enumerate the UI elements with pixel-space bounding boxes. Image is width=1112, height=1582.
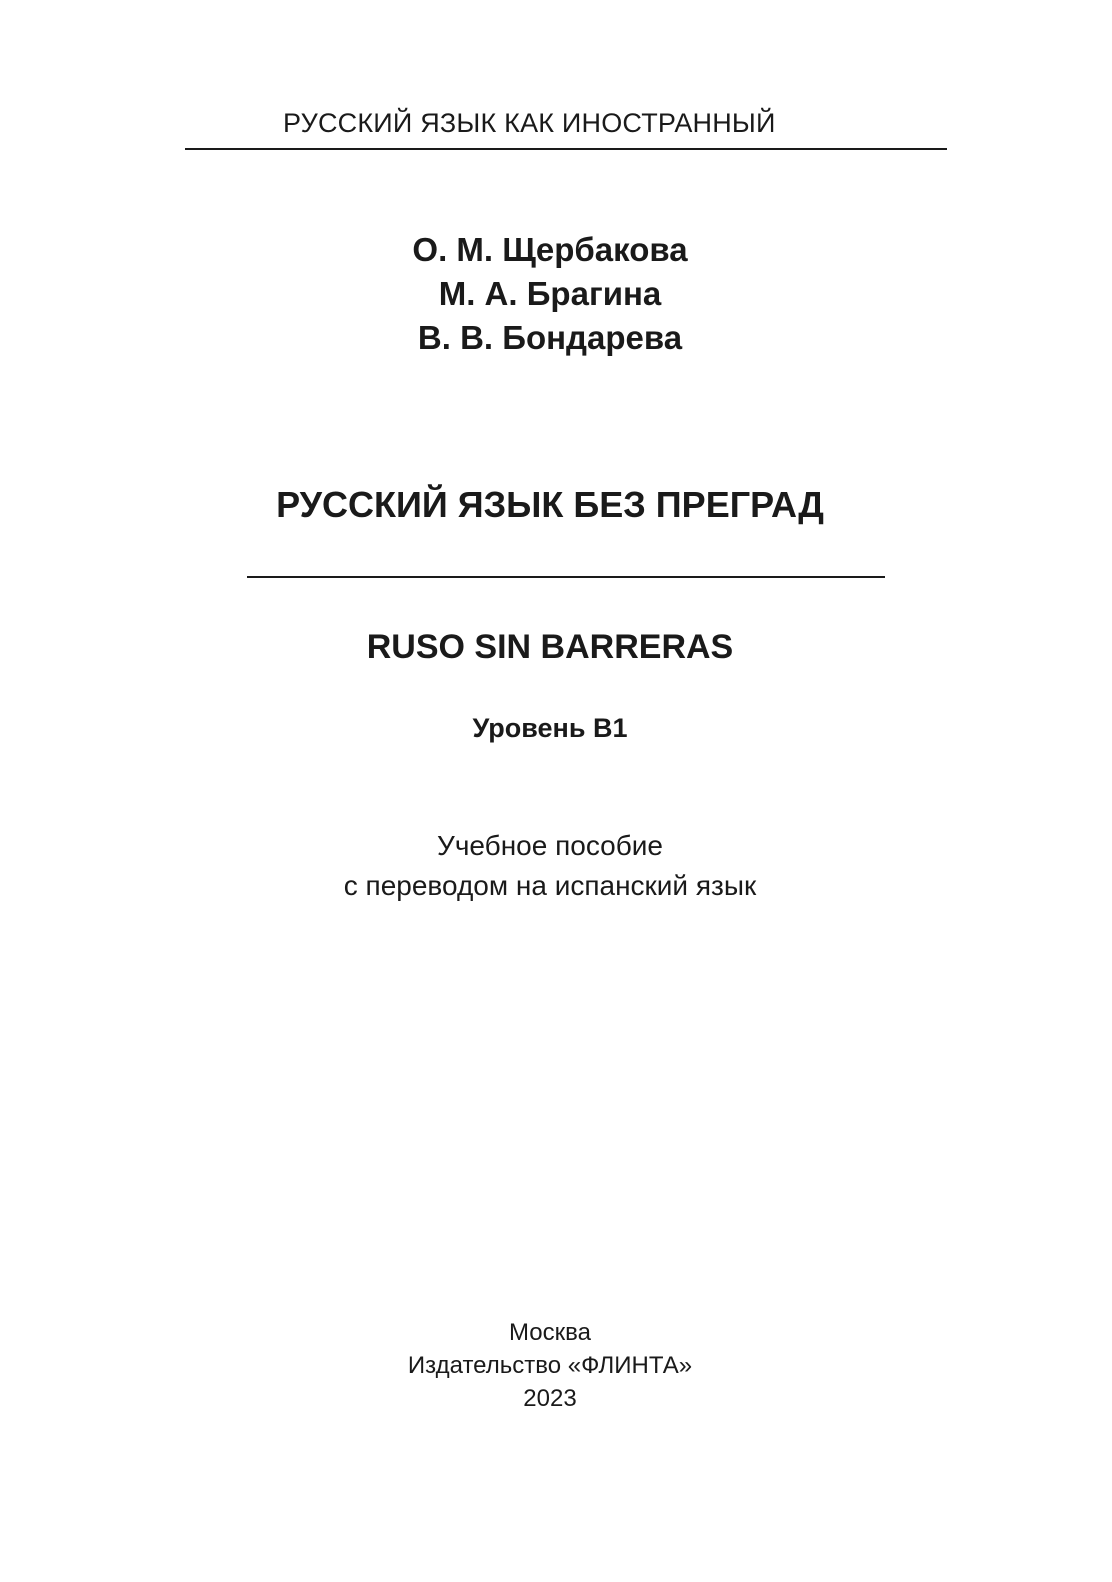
description-line: Учебное пособие xyxy=(437,830,663,861)
imprint-publisher: Издательство «ФЛИНТА» xyxy=(407,1352,693,1379)
book-title-russian: РУССКИЙ ЯЗЫК БЕЗ ПРЕГРАД xyxy=(276,484,824,525)
author-name: В. В. Бондарева xyxy=(417,319,683,356)
publisher-imprint xyxy=(0,1316,1100,1415)
book-title-spanish: RUSO SIN BARRERAS xyxy=(366,628,734,666)
series-title: РУССКИЙ ЯЗЫК КАК ИНОСТРАННЫЙ xyxy=(283,108,776,138)
author-name: О. М. Щербакова xyxy=(412,231,688,268)
top-divider xyxy=(185,148,947,150)
description-line: с переводом на испанский язык xyxy=(343,870,757,901)
imprint-year: 2023 xyxy=(523,1385,577,1412)
level-label: Уровень В1 xyxy=(472,713,628,743)
author-name: М. А. Брагина xyxy=(438,275,662,312)
imprint-city: Москва xyxy=(509,1319,591,1346)
title-divider xyxy=(247,576,885,578)
book-description xyxy=(0,826,1100,906)
authors-block xyxy=(0,228,1100,360)
